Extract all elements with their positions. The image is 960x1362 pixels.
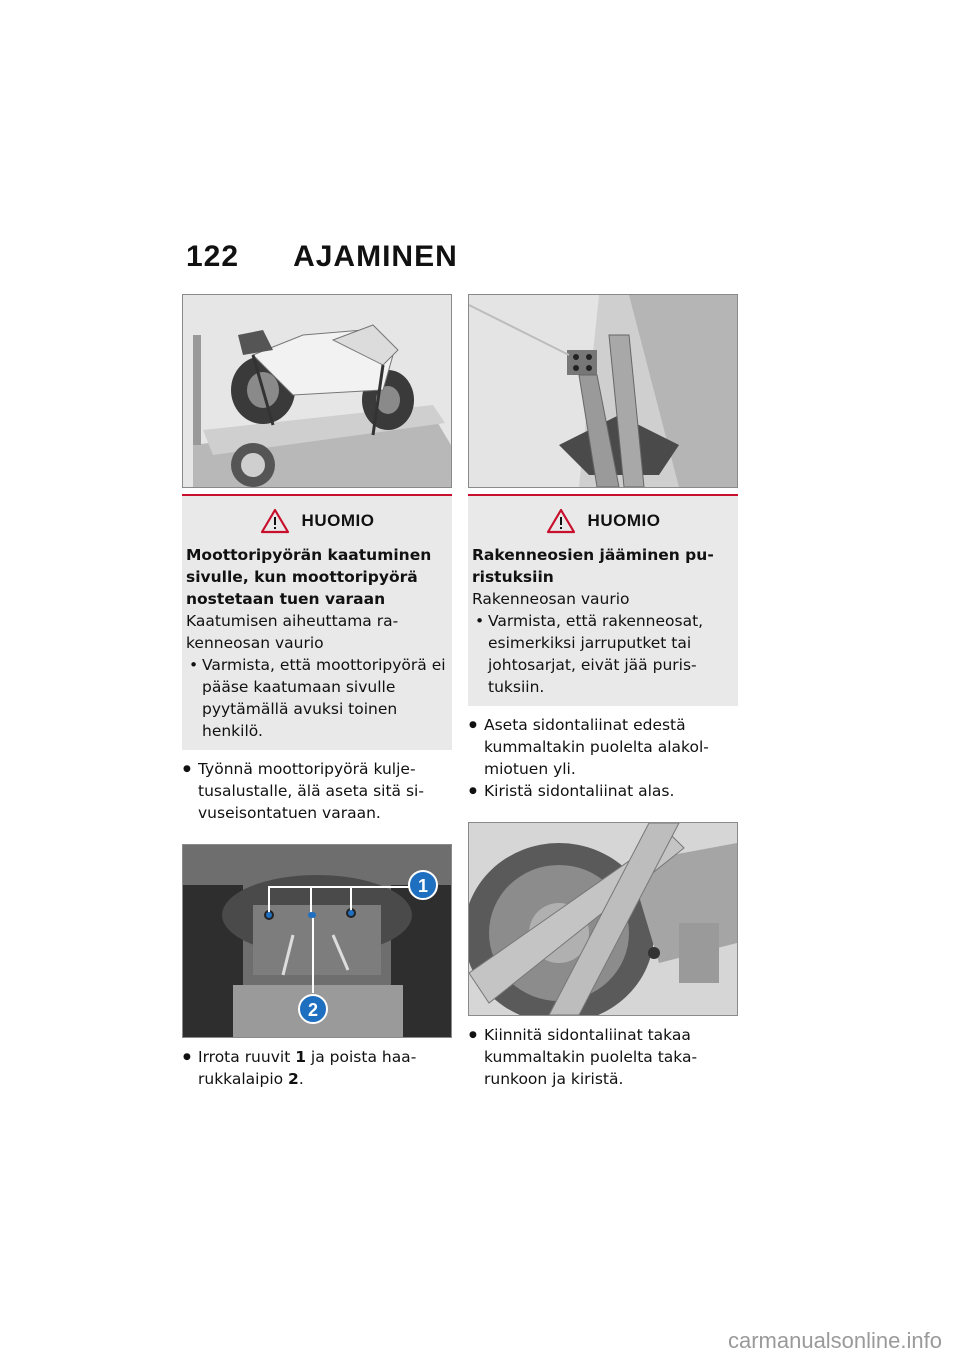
callout-2-marker bbox=[299, 995, 327, 1023]
notice-bullets bbox=[186, 654, 448, 742]
notice-title: HUOMIO bbox=[587, 511, 661, 530]
notice-heading: Moottoripyörän kaatuminen sivulle, kun moottoripyörä nostetaan tuen varaan bbox=[186, 546, 432, 608]
notice-bullets bbox=[472, 610, 734, 698]
warning-triangle-icon bbox=[260, 508, 290, 534]
notice-consequence: Rakenneosan vaurio bbox=[472, 590, 630, 608]
instruction-list bbox=[468, 1024, 738, 1090]
instruction-step: ● Irrota ruuvit 1 ja poista haarukkalaipio 2. bbox=[198, 1046, 452, 1090]
page-number: 122 bbox=[186, 240, 240, 273]
left-column bbox=[182, 294, 452, 1090]
instruction-list bbox=[182, 1046, 452, 1090]
right-column bbox=[468, 294, 738, 1090]
instruction-step: ● Kiristä sidontaliinat alas. bbox=[484, 780, 738, 802]
instruction-list bbox=[468, 714, 738, 802]
instruction-step: ● Työnnä moottoripyörä kuljetusalustalle, älä aseta sitä sivuseisontatuen varaan. bbox=[198, 758, 452, 824]
warning-triangle-icon bbox=[546, 508, 576, 534]
page-header bbox=[186, 240, 458, 280]
notice-box-tipping bbox=[182, 494, 452, 750]
notice-bullet: • Varmista, että rakenneosat, esimerkiksi jarruputket tai johtosarjat, eivät jää puristuksiin. bbox=[488, 610, 734, 698]
reference-number: 1 bbox=[295, 1048, 306, 1066]
front-tie-down-image bbox=[468, 294, 738, 488]
notice-title: HUOMIO bbox=[301, 511, 375, 530]
instruction-step: ● Aseta sidontaliinat edestä kummaltakin puolelta alakolmiotuen yli. bbox=[484, 714, 738, 780]
motorcycle-trailer-image bbox=[182, 294, 452, 488]
watermark[interactable]: carmanualsonline.info bbox=[727, 1328, 942, 1353]
notice-consequence: Kaatumisen aiheuttama rakenneosan vaurio bbox=[186, 612, 399, 652]
callout-1-marker bbox=[409, 871, 437, 899]
instruction-list bbox=[182, 758, 452, 824]
notice-heading: Rakenneosien jääminen puristuksiin bbox=[472, 546, 714, 586]
rear-tie-down-image bbox=[468, 822, 738, 1016]
notice-bullet: • Varmista, että moottoripyörä ei pääse kaatumaan sivulle pyytämällä avuksi toinen henkilö. bbox=[202, 654, 448, 742]
instruction-step: ● Kiinnitä sidontaliinat takaa kummaltakin puolelta takarunkoon ja kiristä. bbox=[484, 1024, 738, 1090]
reference-number: 2 bbox=[288, 1070, 299, 1088]
chapter-title: AJAMINEN bbox=[293, 240, 458, 273]
notice-box-pinching bbox=[468, 494, 738, 706]
fork-brace-image bbox=[182, 844, 452, 1038]
callout-1-label: 1 bbox=[417, 876, 429, 896]
callout-2-label: 2 bbox=[307, 1000, 319, 1020]
